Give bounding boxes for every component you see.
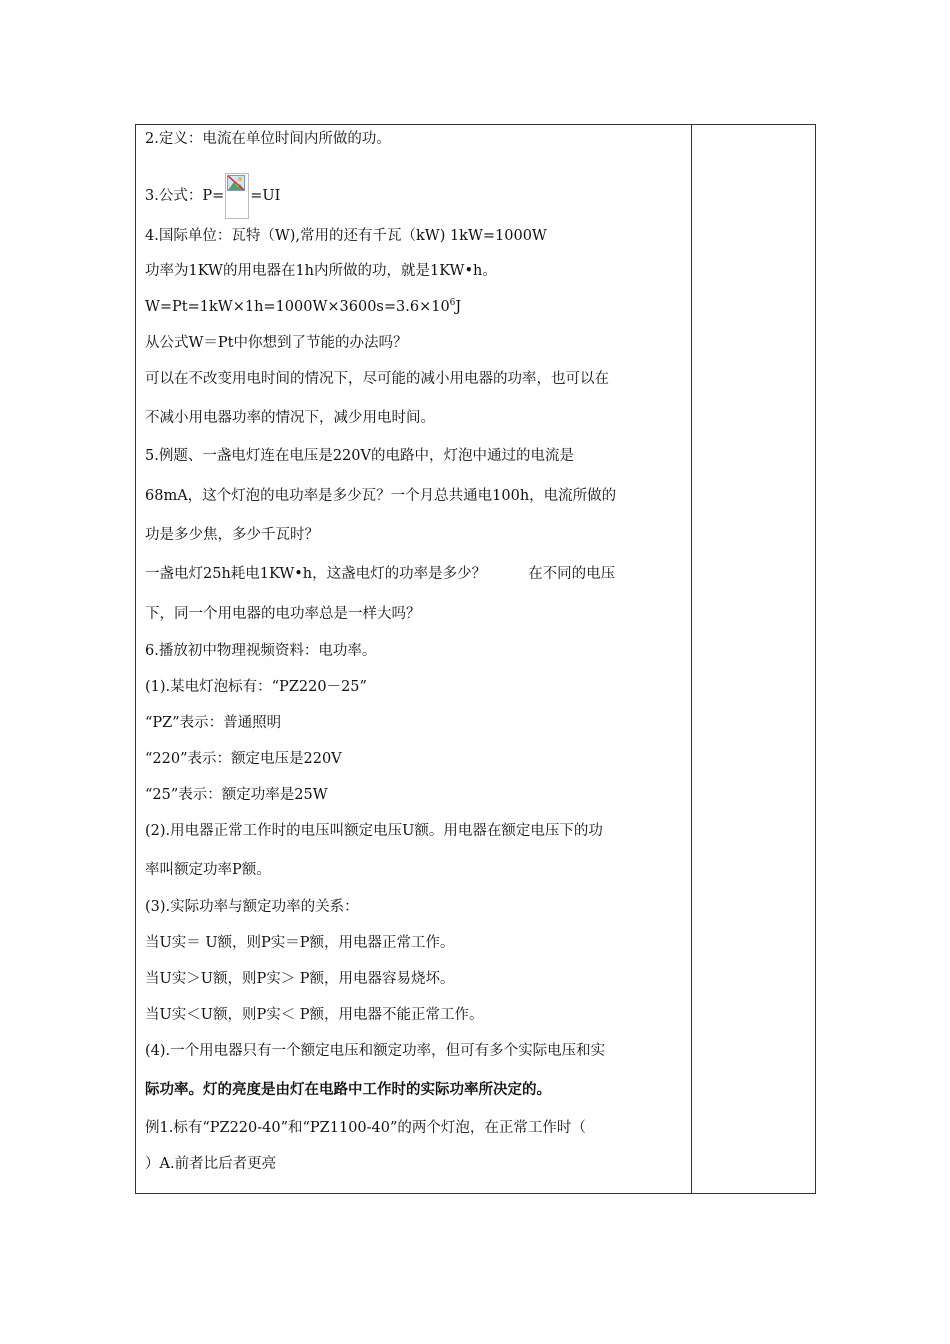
text-line: 功率为1KW的用电器在1h内所做的功，就是1KW•h。 [145,263,497,279]
text-line-bold: 际功率。灯的亮度是由灯在电路中工作时的实际功率所决定的。 [145,1081,551,1098]
text-line: 可以在不改变用电时间的情况下，尽可能的减小用电器的功率，也可以在 [145,371,609,387]
text-line: ）A.前者比后者更亮 [145,1156,277,1172]
energy-formula: W=Pt=1kW×1h=1000W×3600s=3.6×10 [145,299,450,315]
formula-prefix: 3.公式：P= [145,188,225,204]
text-line: 5.例题、一盏电灯连在电压是220V的电路中，灯泡中通过的电流是 [145,448,574,464]
content-cell [136,125,691,1193]
text-line: (4).一个用电器只有一个额定电压和额定功率，但可有多个实际电压和实 [145,1043,606,1059]
text-line: 率叫额定功率P额。 [145,862,271,878]
text-line [145,564,615,584]
lesson-table [135,124,816,1194]
formula-suffix: =UI [250,188,281,204]
text-line: (3).实际功率与额定功率的关系： [145,899,359,915]
text-line [145,297,461,317]
text-line: 6.播放初中物理视频资料：电功率。 [145,643,377,659]
text-line: 4.国际单位：瓦特（W),常用的还有千瓦（kW) 1kW=1000W [145,228,547,244]
formula-line [145,173,280,219]
text-line: 不减小用电器功率的情况下，减少用电时间。 [145,410,435,426]
text-line: 2.定义：电流在单位时间内所做的功。 [145,131,391,147]
energy-unit: J [455,299,462,315]
text-line: 从公式W＝Pt中你想到了节能的办法吗？ [145,335,408,351]
text-line: “25”表示：额定功率是25W [145,787,328,803]
text-line: 68mA，这个灯泡的电功率是多少瓦？一个月总共通电100h，电流所做的 [145,488,617,504]
text-line: 当U实＜U额，则P实＜ P额，用电器不能正常工作。 [145,1007,484,1023]
text-line: 当U实＝ U额，则P实＝P额，用电器正常工作。 [145,935,455,951]
text-line: 例1.标有“PZ220-40”和“PZ1100-40”的两个灯泡，在正常工作时（ [145,1120,586,1136]
broken-image-icon [225,173,249,219]
text-line: (1).某电灯泡标有：“PZ220－25” [145,679,367,695]
text-line: 功是多少焦，多少千瓦时？ [145,527,319,543]
text-line: “PZ”表示：普通照明 [145,715,282,731]
notes-cell [692,125,815,1193]
exponent: 6 [449,298,456,309]
text-line: “220”表示：额定电压是220V [145,751,342,767]
text-line: (2).用电器正常工作时的电压叫额定电压U额。用电器在额定电压下的功 [145,823,603,839]
question-a: 一盏电灯25h耗电1KW•h，这盏电灯的功率是多少？ [145,566,487,582]
text-line: 当U实＞U额，则P实＞ P额，用电器容易烧坏。 [145,971,455,987]
text-line: 下，同一个用电器的电功率总是一样大吗？ [145,606,421,622]
question-b: 在不同的电压 [528,566,616,582]
